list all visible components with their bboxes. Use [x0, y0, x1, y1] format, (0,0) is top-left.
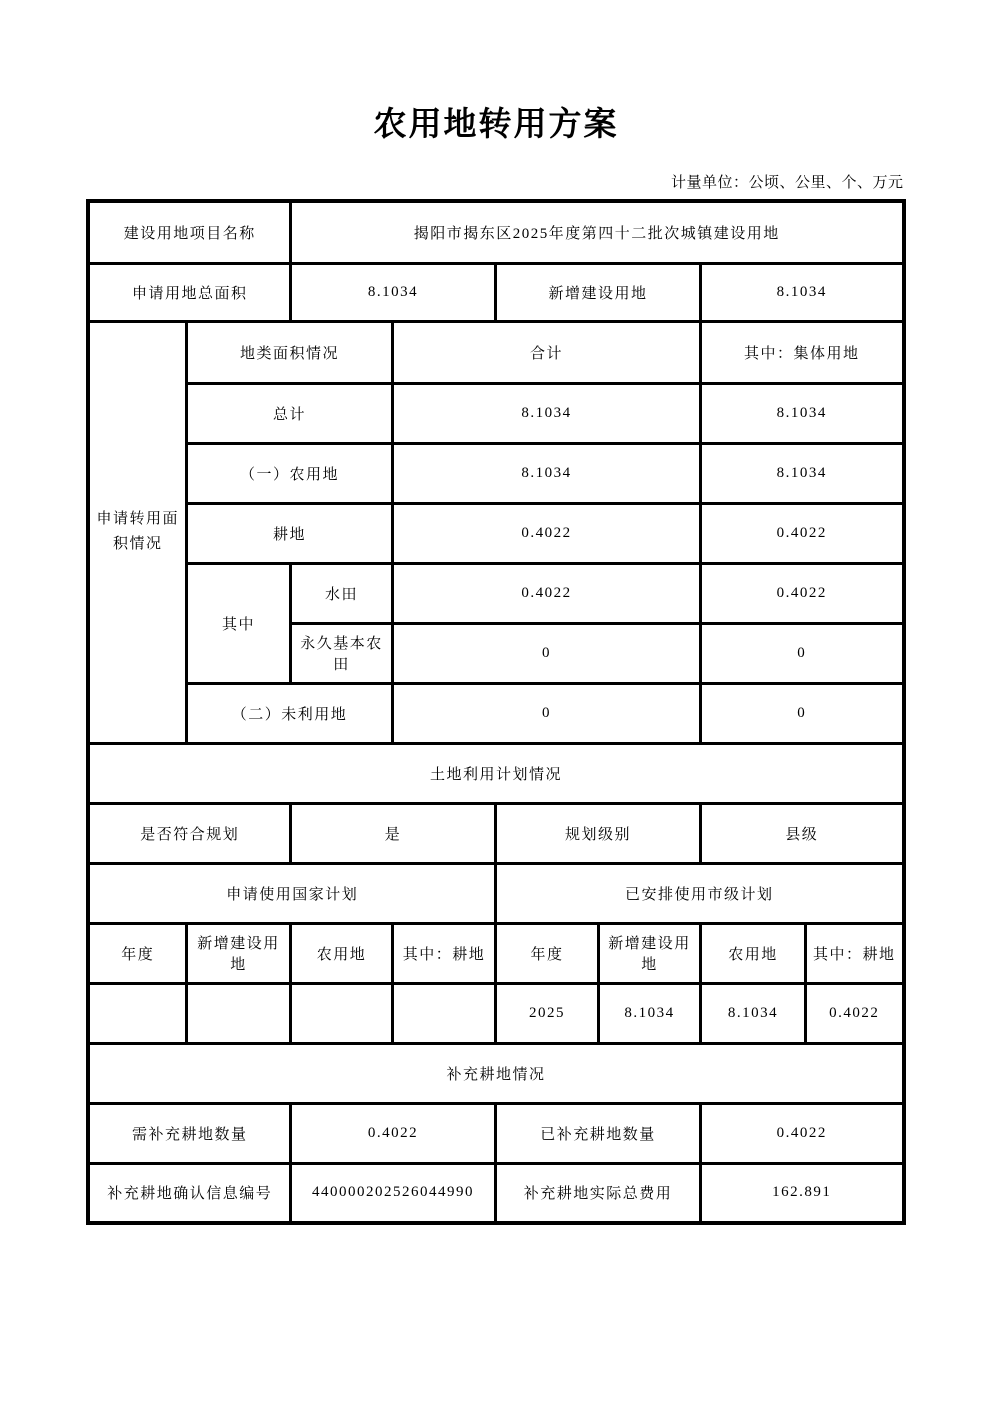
plan-header-agri-right: 农用地: [700, 923, 805, 983]
paddy-field-collective: 0.4022: [700, 563, 903, 623]
cultivated-land-total: 0.4022: [392, 503, 700, 563]
row-plan-compliance: [88, 803, 903, 863]
row-supplement-quantity: [88, 1103, 903, 1163]
grand-total-label: 总计: [186, 383, 392, 443]
supplement-done-label: 已补充耕地数量: [495, 1103, 700, 1163]
plan-header-cultivated-right: 其中：耕地: [805, 923, 903, 983]
total-area-label: 申请用地总面积: [88, 263, 290, 321]
supplement-done-value: 0.4022: [700, 1103, 903, 1163]
measurement-unit-note: 计量单位：公顷、公里、个、万元: [670, 174, 904, 191]
municipal-plan-header: 已安排使用市级计划: [495, 863, 903, 923]
plan-compliance-label: 是否符合规划: [88, 803, 290, 863]
plan-value-cultivated-left: [392, 983, 495, 1043]
supplement-needed-value: 0.4022: [290, 1103, 495, 1163]
row-supplement-section-title: [88, 1043, 903, 1103]
plan-level-value: 县级: [700, 803, 903, 863]
row-area-header: [88, 321, 903, 383]
area-collective-header: 其中：集体用地: [700, 321, 903, 383]
plan-level-label: 规划级别: [495, 803, 700, 863]
permanent-farmland-collective: 0: [700, 623, 903, 683]
permanent-farmland-total: 0: [392, 623, 700, 683]
cultivated-land-label: 耕地: [186, 503, 392, 563]
permanent-farmland-label: 永久基本农田: [290, 623, 392, 683]
plan-value-year-left: [88, 983, 186, 1043]
unused-land-label: （二）未利用地: [186, 683, 392, 743]
plan-value-agri-right: 8.1034: [700, 983, 805, 1043]
cultivated-land-collective: 0.4022: [700, 503, 903, 563]
row-paddy-field: [88, 563, 903, 623]
paddy-field-label: 水田: [290, 563, 392, 623]
row-project-name: [88, 201, 903, 263]
unused-land-total: 0: [392, 683, 700, 743]
plan-header-year-left: 年度: [88, 923, 186, 983]
agricultural-land-total: 8.1034: [392, 443, 700, 503]
plan-header-newland-right: 新增建设用地: [598, 923, 700, 983]
plan-value-newland-left: [186, 983, 290, 1043]
grand-total-collective: 8.1034: [700, 383, 903, 443]
new-construction-value: 8.1034: [700, 263, 903, 321]
row-plan-section-title: [88, 743, 903, 803]
row-unused-land: [88, 683, 903, 743]
land-conversion-form-table: [86, 199, 905, 1225]
confirmation-number-label: 补充耕地确认信息编号: [88, 1163, 290, 1223]
page-title: 农用地转用方案: [373, 107, 619, 143]
total-cost-value: 162.891: [700, 1163, 903, 1223]
plan-section-title: 土地利用计划情况: [88, 743, 903, 803]
confirmation-number-value: 440000202526044990: [290, 1163, 495, 1223]
grand-total-value: 8.1034: [392, 383, 700, 443]
row-grand-total: [88, 383, 903, 443]
area-total-header: 合计: [392, 321, 700, 383]
total-area-value: 8.1034: [290, 263, 495, 321]
area-type-header: 地类面积情况: [186, 321, 392, 383]
plan-value-agri-left: [290, 983, 392, 1043]
row-supplement-confirmation: [88, 1163, 903, 1223]
subgroup-label: 其中: [186, 563, 290, 683]
row-cultivated-land: [88, 503, 903, 563]
plan-header-newland-left: 新增建设用地: [186, 923, 290, 983]
row-total-area: [88, 263, 903, 321]
plan-value-cultivated-right: 0.4022: [805, 983, 903, 1043]
unused-land-collective: 0: [700, 683, 903, 743]
national-plan-header: 申请使用国家计划: [88, 863, 495, 923]
plan-value-newland-right: 8.1034: [598, 983, 700, 1043]
plan-header-agri-left: 农用地: [290, 923, 392, 983]
project-name-value: 揭阳市揭东区2025年度第四十二批次城镇建设用地: [290, 201, 903, 263]
agricultural-land-label: （一）农用地: [186, 443, 392, 503]
row-plan-headers: [88, 923, 903, 983]
supplement-needed-label: 需补充耕地数量: [88, 1103, 290, 1163]
agricultural-land-collective: 8.1034: [700, 443, 903, 503]
new-construction-label: 新增建设用地: [495, 263, 700, 321]
project-name-label: 建设用地项目名称: [88, 201, 290, 263]
supplement-section-title: 补充耕地情况: [88, 1043, 903, 1103]
plan-value-year-right: 2025: [495, 983, 598, 1043]
row-plan-split: [88, 863, 903, 923]
conversion-section-label: 申请转用面积情况: [88, 321, 186, 743]
total-cost-label: 补充耕地实际总费用: [495, 1163, 700, 1223]
row-plan-values: [88, 983, 903, 1043]
plan-header-year-right: 年度: [495, 923, 598, 983]
plan-compliance-value: 是: [290, 803, 495, 863]
paddy-field-total: 0.4022: [392, 563, 700, 623]
row-agricultural-land: [88, 443, 903, 503]
plan-header-cultivated-left: 其中：耕地: [392, 923, 495, 983]
